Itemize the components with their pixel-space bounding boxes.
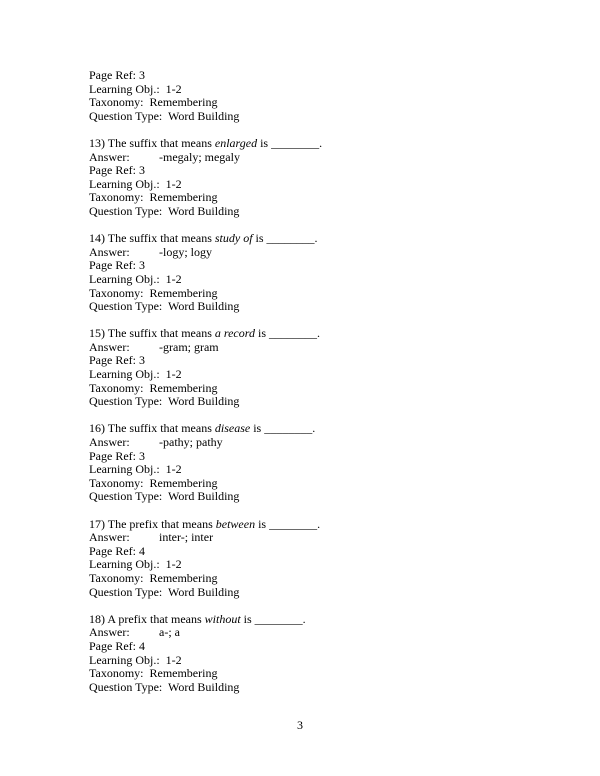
- question-prompt-text: 18) A prefix that means: [89, 611, 205, 626]
- page-ref: Page Ref: 3: [89, 448, 145, 463]
- answer-label: Answer:: [89, 149, 130, 164]
- page-ref: Page Ref: 4: [89, 543, 145, 558]
- question-prompt-italic-term: enlarged: [214, 135, 258, 150]
- answer-value: -logy; logy: [159, 244, 212, 259]
- question-type: Question Type: Word Building: [89, 299, 240, 314]
- answer-label: Answer:: [89, 625, 130, 640]
- question-type: Question Type: Word Building: [89, 679, 240, 694]
- learning-objective: Learning Obj.: 1-2: [89, 367, 182, 382]
- question-prompt: [89, 137, 529, 151]
- question-prompt-blank: is ________.: [257, 135, 323, 150]
- answer-value: a-; a: [159, 625, 180, 640]
- answer-line: [89, 341, 529, 355]
- taxonomy: Taxonomy: Remembering: [89, 570, 218, 585]
- question-prompt-text: 17) The prefix that means: [89, 516, 216, 531]
- question-prompt-text: 16) The suffix that means: [89, 421, 215, 436]
- taxonomy: Taxonomy: Remembering: [89, 380, 218, 395]
- question-type: Question Type: Word Building: [89, 584, 240, 599]
- page-number: 3: [297, 718, 303, 732]
- answer-line: [89, 531, 529, 545]
- question-prompt: [89, 613, 529, 627]
- answer-value: -pathy; pathy: [159, 435, 223, 450]
- answer-value: -megaly; megaly: [159, 149, 240, 164]
- answer-label: Answer:: [89, 244, 130, 259]
- question-prompt-italic-term: study of: [214, 231, 253, 246]
- question-prompt-italic-term: without: [204, 611, 241, 626]
- question-prompt-text: 13) The suffix that means: [89, 135, 215, 150]
- question-prompt: [89, 327, 529, 341]
- page-ref: Page Ref: 3: [89, 68, 145, 82]
- question-prompt-italic-term: between: [215, 516, 256, 531]
- answer-line: [89, 436, 529, 450]
- question-prompt-blank: is ________.: [254, 326, 320, 341]
- page-ref: Page Ref: 3: [89, 163, 145, 178]
- question-12-meta: [89, 69, 529, 123]
- question-type: Question Type: Word Building: [89, 394, 240, 409]
- question-prompt-text: 15) The suffix that means: [89, 326, 215, 341]
- question-prompt-italic-term: disease: [214, 421, 251, 436]
- question-prompt: [89, 518, 529, 532]
- page-ref: Page Ref: 3: [89, 258, 145, 273]
- learning-objective: Learning Obj.: 1-2: [89, 176, 182, 191]
- taxonomy: Taxonomy: Remembering: [89, 95, 218, 110]
- question-block: [89, 137, 529, 219]
- learning-objective: Learning Obj.: 1-2: [89, 271, 182, 286]
- question-prompt-text: 14) The suffix that means: [89, 231, 215, 246]
- answer-label: Answer:: [89, 339, 130, 354]
- question-prompt-blank: is ________.: [255, 516, 321, 531]
- question-prompt-italic-term: a record: [214, 326, 255, 341]
- question-block: [89, 422, 529, 504]
- answer-label: Answer:: [89, 435, 130, 450]
- question-prompt-blank: is ________.: [240, 611, 306, 626]
- question-list: [89, 137, 529, 694]
- question-prompt: [89, 232, 529, 246]
- learning-objective: Learning Obj.: 1-2: [89, 557, 182, 572]
- answer-value: inter-; inter: [159, 530, 214, 545]
- answer-value: -gram; gram: [159, 339, 219, 354]
- answer-line: [89, 626, 529, 640]
- question-block: [89, 327, 529, 409]
- question-type: Question Type: Word Building: [89, 489, 240, 504]
- taxonomy: Taxonomy: Remembering: [89, 190, 218, 205]
- question-block: [89, 232, 529, 314]
- learning-objective: Learning Obj.: 1-2: [89, 81, 182, 96]
- answer-line: [89, 246, 529, 260]
- page-content: [89, 69, 529, 708]
- learning-objective: Learning Obj.: 1-2: [89, 652, 182, 667]
- page-ref: Page Ref: 3: [89, 353, 145, 368]
- taxonomy: Taxonomy: Remembering: [89, 475, 218, 490]
- question-prompt: [89, 422, 529, 436]
- learning-objective: Learning Obj.: 1-2: [89, 462, 182, 477]
- taxonomy: Taxonomy: Remembering: [89, 666, 218, 681]
- question-prompt-blank: is ________.: [250, 421, 316, 436]
- question-block: [89, 518, 529, 600]
- page-ref: Page Ref: 4: [89, 638, 145, 653]
- question-type: Question Type: Word Building: [89, 108, 240, 123]
- question-block: [89, 613, 529, 695]
- answer-label: Answer:: [89, 530, 130, 545]
- answer-line: [89, 151, 529, 165]
- question-type: Question Type: Word Building: [89, 203, 240, 218]
- question-prompt-blank: is ________.: [252, 231, 318, 246]
- taxonomy: Taxonomy: Remembering: [89, 285, 218, 300]
